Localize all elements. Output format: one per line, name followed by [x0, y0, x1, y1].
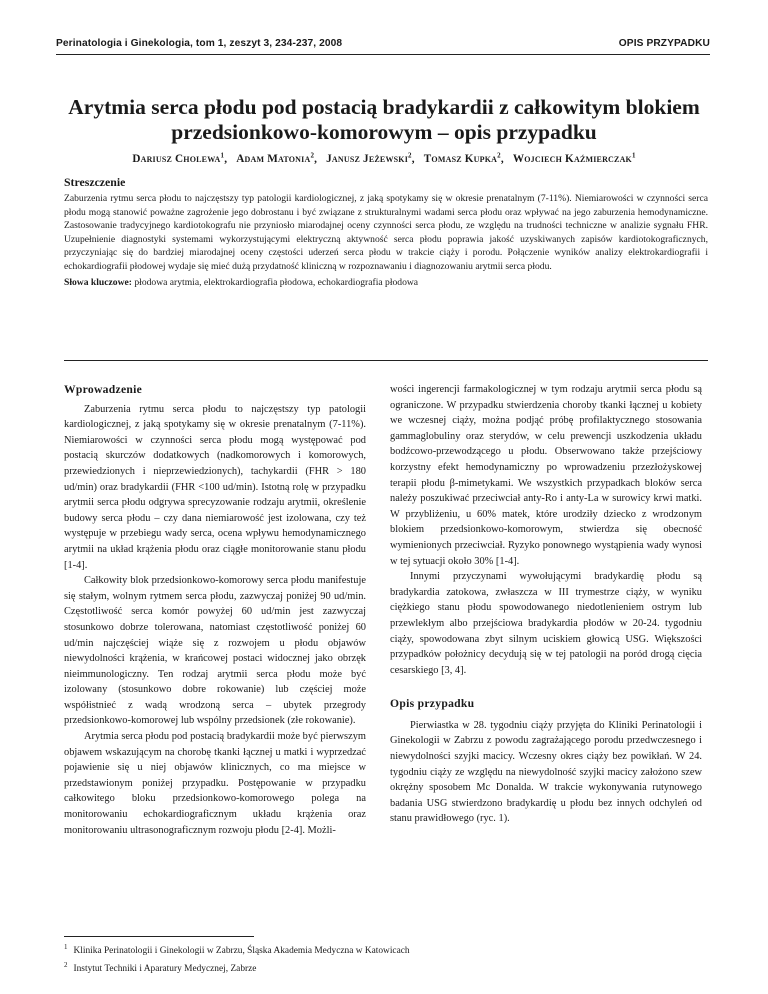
author-list — [40, 151, 728, 165]
author: Tomasz Kupka$^2$, — [423, 151, 504, 165]
keywords-text: płodowa arytmia, elektrokardiografia płodowa, echokardiografia płodowa — [134, 276, 419, 288]
intro-heading: Wprowadzenie — [64, 383, 143, 396]
author: Janusz Jeżewski$^2$, — [326, 151, 415, 165]
abstract-divider — [64, 360, 708, 361]
journal-citation: Perinatologia i Ginekologia, tom 1, zeszyt 3, 234-237, 2008 — [56, 38, 343, 49]
article-title — [40, 95, 728, 145]
author: Dariusz Cholewa$^1$, — [132, 151, 228, 165]
paragraph: Zaburzenia rytmu serca płodu to najczęstszy typ patologii kardiologicznej, z jaką spotykamy się w okresie prenatalnym (7-11%). Niemiarowości w czynności serca płodu mogą występować pod postacią skurczów dodatkowych (nadkomorowych i komorowych, przewiedzionych i nieprzewiedzionych), tachykardii (FHR > 180 ud/min) oraz bradykardii (FHR <100 ud/min). Istotną rolę w przypadku arytmii serca płodu odgrywa sprecyzowanie rodzaju arytmii, określenie budowy serca płodu – czy dana niemiarowość jest izolowana, czy też występuje w przebiegu wady serca, ocena wpływu hemodynamicznego arytmii na układ krążenia płodu oraz ciągłe monitorowanie stanu płodu [1-4]. — [64, 403, 366, 571]
running-header — [56, 38, 710, 55]
keywords — [64, 276, 708, 290]
paragraph: Całkowity blok przedsionkowo-komorowy serca płodu manifestuje się stałym, wolnym rytmem serca płodu, zazwyczaj poniżej 90 ud/min. Częstotliwość serca komór powyżej 60 ud/min jest zazwyczaj stosunkowo dobrze tolerowana, natomiast częstotliwość poniżej 60 ud/min najczęściej wiąże się z rozwojem u płodu objawów niewydolności krążenia, w krańcowej postaci widocznej jako obrzęk nieimmunologiczny. Ten rodzaj arytmii serca płodu może być izolowany (stosunkowo dobre rokowanie) lub częściej może współistnieć z wadą wrodzoną serca – ubytek przegrody przedsionkowo-komorowej lub wspólny przedsionek (złe rokowanie). — [64, 575, 366, 727]
footnote-divider — [64, 936, 254, 937]
section-label: OPIS PRZYPADKU — [618, 38, 710, 49]
paragraph: Arytmia serca płodu pod postacią bradykardii może być pierwszym objawem wskazującym na chorobę tkanki łącznej u matki i wyprzedzać pojawienie się u niej objawów klinicznych, co ma miejsce w przedstawionym poniżej przypadku. Postępowanie w przypadku całkowitego bloku przedsionkowo-komorowego polega na monitorowaniu echokardiograficznym układu krążenia oraz monitorowaniu ultrasonograficznym rozwoju płodu [2-4]. Możli- — [64, 731, 366, 836]
right-column — [390, 382, 702, 827]
paragraph: wości ingerencji farmakologicznej w tym rodzaju arytmii serca płodu są ograniczone. W przypadku stwierdzenia choroby tkanki łącznej u kobiety we wczesnej ciąży, można podjąć próbę profilaktycznego stosowania gammaglobuliny oraz sterydów, w celu prewencji uszkodzenia układu bodźcowo-przewodzącego u płodu. Obserwowano także przejściowy korzystny efekt hemodynamiczny po wprowadzeniu przezłożyskowej terapii płodu β-mimetykami. We wszystkich przypadkach bloków serca należy poszukiwać przeciwciał anty-Ro i anty-La w surowicy krwi matki. W przybliżeniu, u 60% matek, które urodziły dziecko z wrodzonym blokiem przedsionkowo-komorowym, stwierdza się obecność wymienionych przeciwciał. Ryzyko ponownego wystąpienia wady wynosi w tej sytuacji około 30% [1-4]. — [390, 384, 702, 567]
author: Adam Matonia$^2$, — [236, 151, 318, 165]
abstract-section — [64, 175, 708, 289]
abstract-text: Zaburzenia rytmu serca płodu to najczęstszy typ patologii kardiologicznej, z jaką spotykamy się w okresie prenatalnym (7-11%). Niemiarowości w czynności serca płodu mogą stanowić poważne zagrożenie jego dobrostanu i być związane z strukturalnymi wadami serca płodu oraz wpływać na jego zaburzenia hemodynamiczne. Zastosowanie tradycyjnego kardiotokografu nie przyniosło miarodajnej oceny czynności serca płodu, ze względu na trudności techniczne w analizie sygnału FHR. Uzupełnienie diagnostyki systemami wykorzystującymi elektryczną aktywność serca płodu poprawia jakość uzyskiwanych zapisów kardiotokograficznych, przyczyniając się do bardziej miarodajnej oceny częstości uderzeń serca płodu w trakcie ciąży i porodu. Połączenie wyników analizy elektrokardiografii i echokardiografii płodowej wydaje się mieć dużą przydatność kliniczną w rozpoznawaniu i diagnozowaniu arytmii serca płodu. — [64, 193, 708, 272]
keywords-label: Słowa kluczowe: — [64, 276, 132, 288]
abstract-heading: Streszczenie — [64, 175, 126, 189]
paragraph: Pierwiastka w 28. tygodniu ciąży przyjęta do Kliniki Perinatologii i Ginekologii w Zabrzu z powodu zagrażającego porodu przedwczesnego i niewydolności szyjki macicy. Wczesny okres ciąży bez powikłań. W 24. tygodniu ciąży ze względu na niewydolność szyjki macicy założono szew okrężny sposobem Mc Donalda. W trakcie wykonywania rutynowego badania USG stwierdzono bradykardię u płodu bez innych odchyleń od stanu prawidłowego (ryc. 1). — [390, 719, 702, 825]
footnotes — [64, 940, 708, 976]
title-line-1: Arytmia serca płodu pod postacią bradykardii z całkowitym blokiem — [68, 95, 700, 119]
case-heading: Opis przypadku — [390, 697, 475, 711]
author: Wojciech Kaźmierczak$^1$ — [512, 151, 636, 165]
paragraph: Innymi przyczynami wywołującymi bradykardię płodu są bradykardia zatokowa, zwłaszcza w III trymestrze ciąży, w wyniku ciężkiego stanu płodu spowodowanego niedotlenieniem ostrym lub przewlekłym albo przejściowa bradykardia płodów w 20-24. tygodniu ciąży, spowodowana zbyt silnym uciskiem głowicą USG. Większości przypadków położnicy decydują się w tej patologii na poród drogą cięcia cesarskiego [3, 4]. — [390, 571, 702, 676]
title-line-2: przedsionkowo-komorowym – opis przypadku — [171, 120, 597, 144]
footnote: $^2$ Instytut Techniki i Aparatury Medycznej, Zabrze — [64, 961, 257, 975]
footnote: $^1$ Klinika Perinatologii i Ginekologii w Zabrzu, Śląska Akademia Medyczna w Katowicach — [64, 943, 410, 957]
left-column — [64, 382, 366, 838]
